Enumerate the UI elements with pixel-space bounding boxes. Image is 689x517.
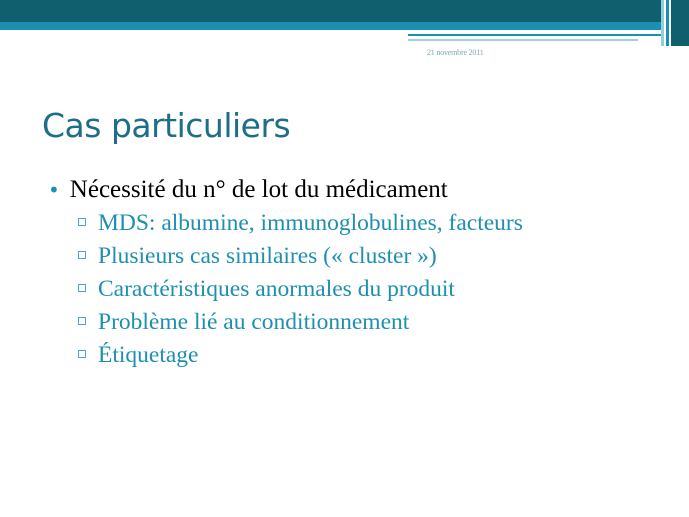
- header-band: [0, 0, 689, 22]
- accent-line-light: [408, 39, 638, 41]
- sub-bullet-text: Plusieurs cas similaires (« cluster »): [98, 243, 437, 269]
- square-bullet-icon: [78, 350, 86, 358]
- main-bullet-item: [48, 176, 448, 204]
- sub-bullet-text: Problème lié au conditionnement: [98, 309, 410, 335]
- header-corner-decoration: [661, 0, 689, 46]
- sub-bullet-item: [78, 276, 455, 303]
- sub-bullet-item: [78, 342, 198, 369]
- slide-date: 21 novembre 2011: [427, 48, 484, 57]
- square-bullet-icon: [78, 218, 86, 226]
- square-bullet-icon: [78, 251, 86, 259]
- accent-line: [408, 34, 661, 36]
- sub-bullet-text: Caractéristiques anormales du produit: [98, 276, 455, 302]
- sub-bullet-item: [78, 309, 409, 336]
- slide-title: Cas particuliers: [42, 106, 291, 145]
- header-accent-band: [0, 22, 689, 30]
- sub-bullet-text: Étiquetage: [98, 342, 199, 368]
- sub-bullet-text: MDS: albumine, immunoglobulines, facteurs: [98, 210, 523, 236]
- sub-bullet-item: [78, 210, 523, 237]
- square-bullet-icon: [78, 317, 86, 325]
- square-bullet-icon: [78, 284, 86, 292]
- sub-bullet-item: [78, 243, 437, 270]
- bullet-dot-icon: •: [48, 178, 60, 202]
- main-bullet-text: Nécessité du n° de lot du médicament: [69, 176, 448, 203]
